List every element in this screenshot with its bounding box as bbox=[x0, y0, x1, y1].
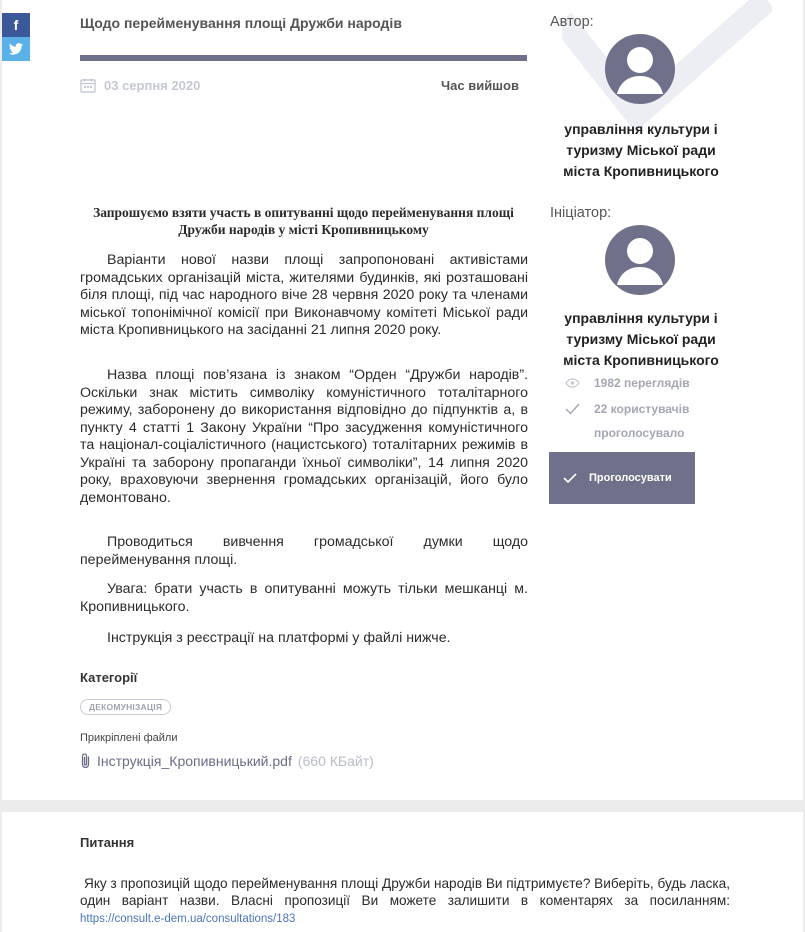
votes-text-line2: проголосувало bbox=[594, 426, 685, 440]
file-link[interactable]: Інструкція_Кропивницький.pdf bbox=[97, 753, 292, 769]
body-paragraph-3: Проводиться вивчення громадської думки щодо перейменування площі. bbox=[80, 534, 528, 568]
question-heading: Питання bbox=[80, 835, 135, 850]
question-body: Яку з пропозицій щодо перейменування площі Дружби народів Ви підтримуєте? Виберіть, будь ласка, один варіант назви. Власні пропозиції Ви можете залишити в коментарях за посиланням: bbox=[80, 876, 730, 908]
categories-heading: Категорії bbox=[80, 670, 138, 685]
facebook-icon: f bbox=[13, 17, 19, 33]
initiator-label: Ініціатор: bbox=[550, 205, 612, 221]
progress-bar bbox=[80, 55, 527, 61]
attached-files-heading: Прикріплені файли bbox=[80, 732, 178, 744]
votes-count bbox=[565, 397, 689, 445]
twitter-icon bbox=[9, 43, 23, 55]
date-text: 03 серпня 2020 bbox=[104, 78, 201, 93]
status-text: Час вийшов bbox=[441, 78, 519, 93]
check-icon bbox=[565, 397, 580, 421]
votes-text-line1: 22 користувачів bbox=[594, 402, 690, 416]
check-icon bbox=[563, 472, 577, 484]
author-label: Автор: bbox=[550, 14, 594, 30]
body-paragraph-2: Назва площі пов’язана із знаком “Орден “Дружби народів”. Оскільки знак містить символіку комуністичного тоталітарного режиму, заборонену до використання відповідно до підпунктів а, в пункту 4 статті 1 Закону України “Про засудження комуністичного та націонал-соціалістичного (нацистського) тоталітарних режимів в Україні та заборону пропаганди їхньої символіки”, 14 липня 2020 року, враховуючи звернення громадських організацій, його було демонтовано. bbox=[80, 367, 528, 506]
paperclip-icon bbox=[80, 753, 91, 769]
initiator-avatar bbox=[605, 225, 675, 295]
category-tag[interactable]: ДЕКОМУНІЗАЦІЯ bbox=[80, 699, 171, 715]
vote-button[interactable] bbox=[549, 452, 695, 504]
lead-heading: Запрошуємо взяти участь в опитуванні щодо перейменування площі Дружби народів у місті Кропивницькому bbox=[93, 205, 514, 237]
author-avatar bbox=[605, 34, 675, 104]
petition-title: Щодо перейменування площі Дружби народів bbox=[80, 15, 402, 31]
facebook-share-button[interactable] bbox=[2, 13, 30, 37]
eye-icon bbox=[565, 371, 580, 395]
body-paragraph-4: Увага: брати участь в опитуванні можуть тільки мешканці м. Кропивницького. bbox=[80, 581, 528, 615]
file-size: (660 КБайт) bbox=[297, 753, 374, 769]
publish-date bbox=[80, 78, 200, 93]
author-name: управління культури і туризму Міської ради міста Кропивницького bbox=[563, 121, 719, 179]
calendar-icon bbox=[80, 78, 96, 93]
twitter-share-button[interactable] bbox=[2, 37, 30, 61]
question-text bbox=[80, 875, 730, 928]
views-count bbox=[565, 371, 690, 395]
views-text: 1982 переглядів bbox=[594, 376, 690, 390]
initiator-name: управління культури і туризму Міської ради міста Кропивницького bbox=[563, 310, 719, 368]
body-paragraph-1: Варіанти нової назви площі запропоновані активістами громадських організацій міста, жителями будинків, які розташовані біля площі, під час народного віче 28 червня 2020 року та членами міської топонімічної комісії при Виконавчому комітеті Міської ради міста Кропивницького на засіданні 21 липня 2020 року. bbox=[80, 252, 528, 338]
avatar-icon bbox=[605, 34, 675, 104]
attached-file bbox=[80, 753, 374, 769]
consultation-link[interactable]: https://consult.e-dem.ua/consultations/183 bbox=[80, 913, 296, 925]
vote-button-label: Проголосувати bbox=[589, 472, 672, 484]
avatar-icon bbox=[605, 225, 675, 295]
body-paragraph-5: Інструкція з реєстрації на платформі у файлі нижче. bbox=[107, 630, 451, 646]
